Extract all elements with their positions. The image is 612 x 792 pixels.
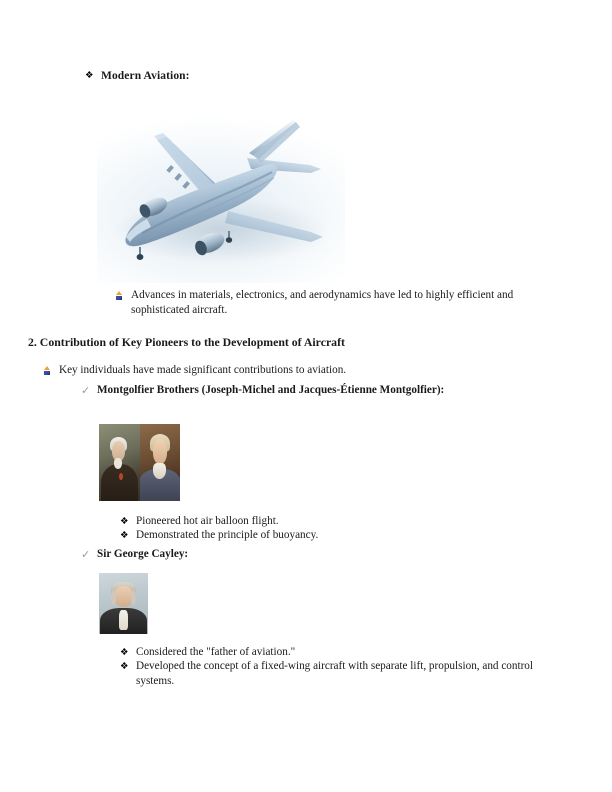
cayley-point-2	[120, 659, 555, 688]
check-bullet-icon: ✓	[81, 385, 91, 397]
cayley-point-1-text: Considered the "father of aviation."	[136, 646, 296, 658]
modern-aviation-caption-item	[114, 288, 564, 317]
montgolfier-point-1-text: Pioneered hot air balloon flight.	[136, 515, 279, 527]
modern-aviation-caption-text: Advances in materials, electronics, and aerodynamics have led to highly efficient and sophisticated aircraft.	[131, 289, 514, 316]
cayley-point-2-text: Developed the concept of a fixed-wing aircraft with separate lift, propulsion, and control systems.	[136, 660, 534, 687]
decorative-bullet-icon	[42, 363, 59, 379]
portrait-jacques-etienne	[140, 424, 181, 501]
montgolfier-point-2-text: Demonstrated the principle of buoyancy.	[136, 529, 319, 541]
key-pioneers-intro-text: Key individuals have made significant contributions to aviation.	[59, 364, 347, 376]
key-pioneers-intro	[42, 363, 512, 379]
heading-modern-aviation-label: Modern Aviation:	[101, 70, 190, 82]
heading-modern-aviation	[85, 68, 505, 84]
diamond-bullet-icon: ❖	[120, 531, 129, 541]
montgolfier-brothers-portraits	[99, 424, 180, 501]
pioneer-heading-cayley	[81, 547, 501, 563]
section-heading-key-pioneers	[28, 334, 548, 350]
modern-airliner-photo	[97, 103, 345, 283]
decorative-bullet-icon	[114, 288, 131, 304]
check-bullet-icon: ✓	[81, 549, 91, 561]
pioneer-heading-cayley-label: Sir George Cayley:	[97, 548, 189, 560]
pioneer-heading-montgolfier	[81, 383, 501, 399]
portrait-joseph-michel	[99, 424, 140, 501]
diamond-bullet-icon: ❖	[85, 71, 94, 81]
montgolfier-point-2	[120, 528, 520, 544]
diamond-bullet-icon: ❖	[120, 662, 129, 672]
diamond-bullet-icon: ❖	[120, 517, 129, 527]
pioneer-heading-montgolfier-label: Montgolfier Brothers (Joseph-Michel and Jacques-Étienne Montgolfier):	[97, 384, 445, 396]
diamond-bullet-icon: ❖	[120, 648, 129, 658]
airliner-illustration	[97, 103, 345, 283]
section-heading-label: 2. Contribution of Key Pioneers to the Development of Aircraft	[28, 335, 345, 349]
sir-george-cayley-portrait	[99, 573, 148, 634]
